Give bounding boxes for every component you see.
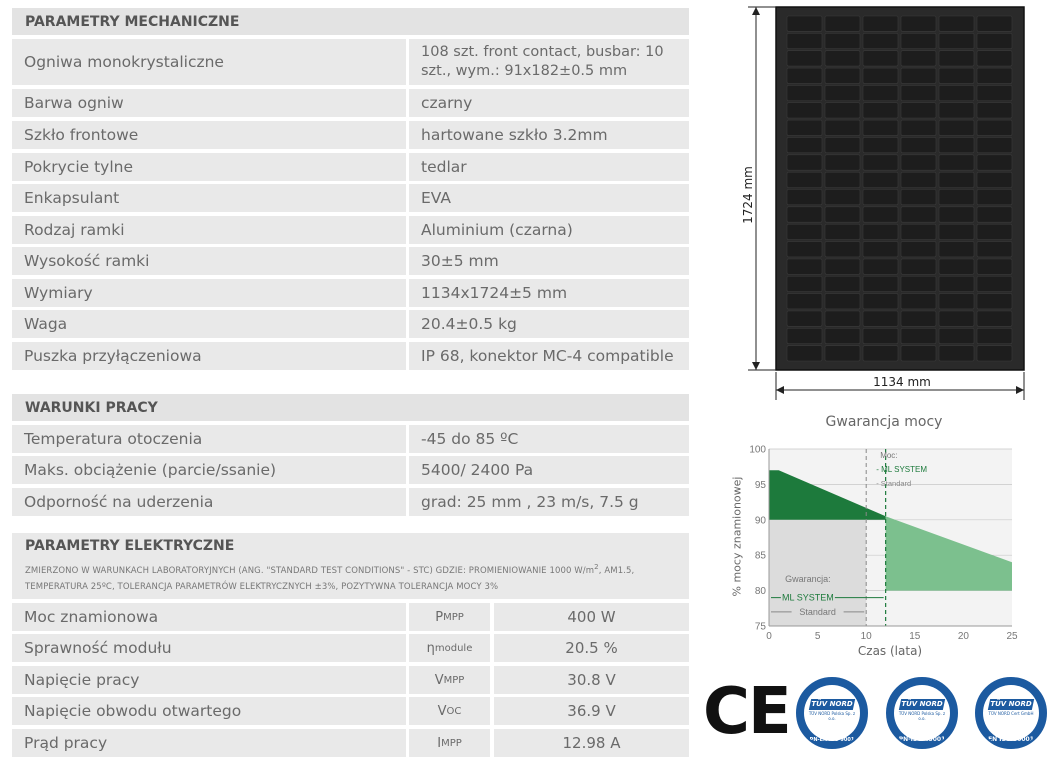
param-value: 30±5 mm [409, 247, 689, 275]
ml-warranty-label: ML SYSTEM [782, 592, 834, 603]
panel-cell [863, 311, 898, 326]
table-row [12, 456, 689, 484]
param-value: IP 68, konektor MC-4 compatible [409, 342, 689, 370]
param-label: Szkło frontowe [12, 121, 406, 149]
panel-cell [787, 33, 822, 48]
panel-cell [863, 51, 898, 66]
y-tick-label: 85 [754, 550, 766, 562]
cert-top-text: TÜV NORD [811, 700, 853, 708]
panel-cell [901, 294, 936, 309]
panel-cell [939, 190, 974, 205]
param-value: 20.4±0.5 kg [409, 310, 689, 338]
panel-cell [825, 276, 860, 291]
panel-cell [787, 120, 822, 135]
panel-cell [825, 120, 860, 135]
panel-cell [977, 207, 1012, 222]
table-row [12, 425, 689, 453]
panel-cell [939, 276, 974, 291]
panel-cell [863, 120, 898, 135]
panel-cell [977, 155, 1012, 170]
panel-cell [863, 328, 898, 343]
param-label: Ogniwa monokrystaliczne [12, 39, 406, 85]
panel-cell [787, 224, 822, 239]
param-label: Enkapsulant [12, 184, 406, 212]
panel-cell [825, 190, 860, 205]
panel-cell [863, 155, 898, 170]
param-value: 30.8 V [494, 666, 689, 694]
y-tick-label: 90 [754, 515, 766, 527]
x-tick-label: 25 [1006, 631, 1018, 642]
table-row [12, 39, 689, 85]
param-symbol: η module [409, 634, 490, 662]
cert-bot-text: PN-ISO 45001 [898, 736, 946, 743]
panel-cell [977, 224, 1012, 239]
panel-cell [787, 85, 822, 100]
panel-cell [863, 294, 898, 309]
panel-cell [825, 242, 860, 257]
panel-cell [901, 68, 936, 83]
ce-mark: CE [703, 675, 790, 749]
y-tick-label: 100 [749, 444, 766, 456]
y-tick-label: 80 [754, 586, 766, 598]
standard-warranty-label: Standard [799, 606, 836, 617]
panel-cell [825, 137, 860, 152]
panel-cell [977, 259, 1012, 274]
param-value: czarny [409, 89, 689, 117]
legend-title: Moc: [880, 451, 898, 460]
x-tick-label: 15 [909, 631, 921, 642]
panel-cell [901, 311, 936, 326]
stc-note-line2: TEMPERATURA 25ºC, TOLERANCJA PARAMETRÓW ELEKTRYCZNYCH ±3%, POZYTYWNA TOLERANCJA MOCY 3% [25, 582, 499, 592]
table-row [12, 729, 689, 757]
panel-cell [863, 103, 898, 118]
panel-cell [901, 276, 936, 291]
panel-cell [901, 172, 936, 187]
param-label: Wymiary [12, 279, 406, 307]
param-label: Prąd pracy [12, 729, 406, 757]
mechanical-header: PARAMETRY MECHANICZNE [12, 8, 689, 35]
panel-cell [901, 155, 936, 170]
panel-cell [901, 103, 936, 118]
cert-mid-text: TÜV NORD Polska Sp. z o.o. [808, 711, 856, 721]
panel-cell [787, 259, 822, 274]
panel-cell [787, 276, 822, 291]
panel-cell [787, 51, 822, 66]
panel-cell [939, 328, 974, 343]
table-row [12, 153, 689, 181]
panel-cell [863, 242, 898, 257]
panel-cell [977, 137, 1012, 152]
panel-cell [863, 190, 898, 205]
table-row [12, 697, 689, 725]
panel-cell [825, 155, 860, 170]
panel-cell [787, 137, 822, 152]
param-label: Wysokość ramki [12, 247, 406, 275]
x-tick-label: 5 [814, 631, 821, 642]
param-value: 12.98 A [494, 729, 689, 757]
panel-cell [939, 346, 974, 361]
panel-cell [977, 276, 1012, 291]
panel-cell [901, 259, 936, 274]
panel-cell [939, 242, 974, 257]
table-row [12, 634, 689, 662]
cert-bot-text: PN-EN ISO 9001 [809, 737, 855, 743]
panel-cell [787, 311, 822, 326]
table-row [12, 121, 689, 149]
table-row [12, 89, 689, 117]
panel-cell [901, 85, 936, 100]
chart-ylabel: % mocy znamionowej [730, 476, 744, 597]
panel-cell [863, 16, 898, 31]
tuv-cert-badge [975, 677, 1047, 749]
table-row [12, 216, 689, 244]
panel-cell [939, 155, 974, 170]
panel-cell [787, 155, 822, 170]
panel-cell [901, 207, 936, 222]
panel-cell [939, 224, 974, 239]
param-value: grad: 25 mm , 23 m/s, 7.5 g [409, 488, 689, 516]
panel-cell [825, 16, 860, 31]
panel-cell [901, 51, 936, 66]
cert-bot-text: EN ISO 50001 [988, 736, 1034, 743]
param-symbol: V OC [409, 697, 490, 725]
param-label: Temperatura otoczenia [12, 425, 406, 453]
panel-cell [939, 311, 974, 326]
panel-cell [939, 68, 974, 83]
x-tick-label: 20 [957, 631, 969, 642]
panel-cell [977, 172, 1012, 187]
param-label: Napięcie obwodu otwartego [12, 697, 406, 725]
chart-xlabel: Czas (lata) [857, 644, 923, 658]
panel-cell [825, 294, 860, 309]
param-symbol: I MPP [409, 729, 490, 757]
panel-cell [863, 68, 898, 83]
param-label: Pokrycie tylne [12, 153, 406, 181]
panel-cell [939, 51, 974, 66]
panel-cell [977, 328, 1012, 343]
param-label: Napięcie pracy [12, 666, 406, 694]
panel-cell [901, 328, 936, 343]
panel-cell [787, 16, 822, 31]
solar-panel-drawing [730, 0, 1030, 410]
tuv-cert-badge [796, 677, 868, 749]
panel-cell [977, 346, 1012, 361]
panel-cell [977, 85, 1012, 100]
panel-cell [939, 259, 974, 274]
electrical-header: PARAMETRY ELEKTRYCZNE [25, 538, 235, 554]
param-value: EVA [409, 184, 689, 212]
tuv-cert-badge [886, 677, 958, 749]
panel-cell [787, 68, 822, 83]
panel-cell [787, 172, 822, 187]
panel-cell [863, 33, 898, 48]
panel-cell [825, 51, 860, 66]
panel-cell [787, 294, 822, 309]
cert-mid-text: TÜV NORD Cert GmbH [988, 711, 1034, 716]
param-label: Rodzaj ramki [12, 216, 406, 244]
param-symbol: V MPP [409, 666, 490, 694]
table-row [12, 488, 689, 516]
param-value: 5400/ 2400 Pa [409, 456, 689, 484]
chart-title: Gwarancja mocy [825, 414, 943, 430]
param-value: tedlar [409, 153, 689, 181]
panel-cell [825, 33, 860, 48]
param-value: 400 W [494, 603, 689, 631]
panel-cell [825, 68, 860, 83]
y-tick-label: 95 [754, 479, 766, 491]
param-value: 108 szt. front contact, busbar: 10 szt., wym.: 91x182±0.5 mm [409, 39, 689, 85]
table-row [12, 666, 689, 694]
panel-cell [977, 190, 1012, 205]
panel-cell [939, 294, 974, 309]
panel-cell [901, 224, 936, 239]
panel-cell [863, 137, 898, 152]
panel-cell [787, 242, 822, 257]
panel-cell [977, 311, 1012, 326]
panel-height-label: 1724 mm [741, 160, 755, 230]
panel-cell [901, 137, 936, 152]
panel-cell [939, 137, 974, 152]
param-value: -45 do 85 ºC [409, 425, 689, 453]
table-row [12, 342, 689, 370]
working-header: WARUNKI PRACY [12, 394, 689, 421]
panel-cell [901, 16, 936, 31]
panel-cell [825, 103, 860, 118]
panel-cell [787, 207, 822, 222]
param-value: 20.5 % [494, 634, 689, 662]
panel-cell [977, 294, 1012, 309]
param-value: 1134x1724±5 mm [409, 279, 689, 307]
panel-cell [939, 172, 974, 187]
panel-cell [901, 120, 936, 135]
param-label: Sprawność modułu [12, 634, 406, 662]
panel-cell [977, 242, 1012, 257]
param-label: Waga [12, 310, 406, 338]
x-tick-label: 0 [766, 631, 772, 642]
y-tick-label: 75 [754, 621, 766, 633]
panel-cell [939, 103, 974, 118]
panel-width-label: 1134 mm [860, 375, 944, 389]
param-label: Puszka przyłączeniowa [12, 342, 406, 370]
panel-cell [901, 242, 936, 257]
param-label: Odporność na uderzenia [12, 488, 406, 516]
panel-cell [977, 16, 1012, 31]
panel-cell [863, 85, 898, 100]
panel-cell [787, 190, 822, 205]
param-value: Aluminium (czarna) [409, 216, 689, 244]
panel-cell [939, 207, 974, 222]
panel-cell [787, 103, 822, 118]
panel-cell [939, 85, 974, 100]
panel-cell [939, 16, 974, 31]
panel-cell [825, 259, 860, 274]
panel-cell [863, 346, 898, 361]
cert-top-text: TÜV NORD [990, 700, 1032, 708]
param-label: Moc znamionowa [12, 603, 406, 631]
param-value: 36.9 V [494, 697, 689, 725]
panel-cell [863, 259, 898, 274]
param-label: Barwa ogniw [12, 89, 406, 117]
panel-cell [825, 346, 860, 361]
stc-note-line1: ZMIERZONO W WARUNKACH LABORATORYJNYCH (ANG. "STANDARD TEST CONDITIONS" - STC) GDZIE: PROMIENIOWANIE 1000 $W/m^2$, AM1.5, [25, 562, 635, 576]
panel-cell [825, 172, 860, 187]
table-row [12, 603, 689, 631]
panel-cell [977, 103, 1012, 118]
panel-cell [863, 172, 898, 187]
legend-standard: - Standard [876, 479, 912, 488]
panel-cell [939, 120, 974, 135]
panel-cell [901, 190, 936, 205]
panel-cell [863, 207, 898, 222]
panel-cell [939, 33, 974, 48]
panel-cell [787, 328, 822, 343]
panel-cell [825, 328, 860, 343]
warranty-chart [740, 440, 1030, 645]
x-tick-label: 10 [860, 631, 872, 642]
panel-cell [977, 51, 1012, 66]
param-label: Maks. obciążenie (parcie/ssanie) [12, 456, 406, 484]
table-row [12, 279, 689, 307]
panel-cell [977, 33, 1012, 48]
legend-ml-system: - ML SYSTEM [876, 465, 928, 474]
panel-cell [787, 346, 822, 361]
panel-cell [825, 311, 860, 326]
panel-cell [825, 207, 860, 222]
param-symbol: P MPP [409, 603, 490, 631]
table-row [12, 310, 689, 338]
panel-cell [977, 120, 1012, 135]
param-value: hartowane szkło 3.2mm [409, 121, 689, 149]
cert-mid-text: TÜV NORD Polska Sp. z o.o. [898, 711, 946, 721]
panel-cell [863, 224, 898, 239]
panel-cell [863, 276, 898, 291]
warranty-label: Gwarancja: [785, 574, 831, 585]
panel-cell [825, 224, 860, 239]
cert-top-text: TÜV NORD [901, 700, 943, 708]
panel-cell [901, 346, 936, 361]
table-row [12, 184, 689, 212]
panel-cell [825, 85, 860, 100]
panel-cell [901, 33, 936, 48]
panel-cell [977, 68, 1012, 83]
table-row [12, 247, 689, 275]
